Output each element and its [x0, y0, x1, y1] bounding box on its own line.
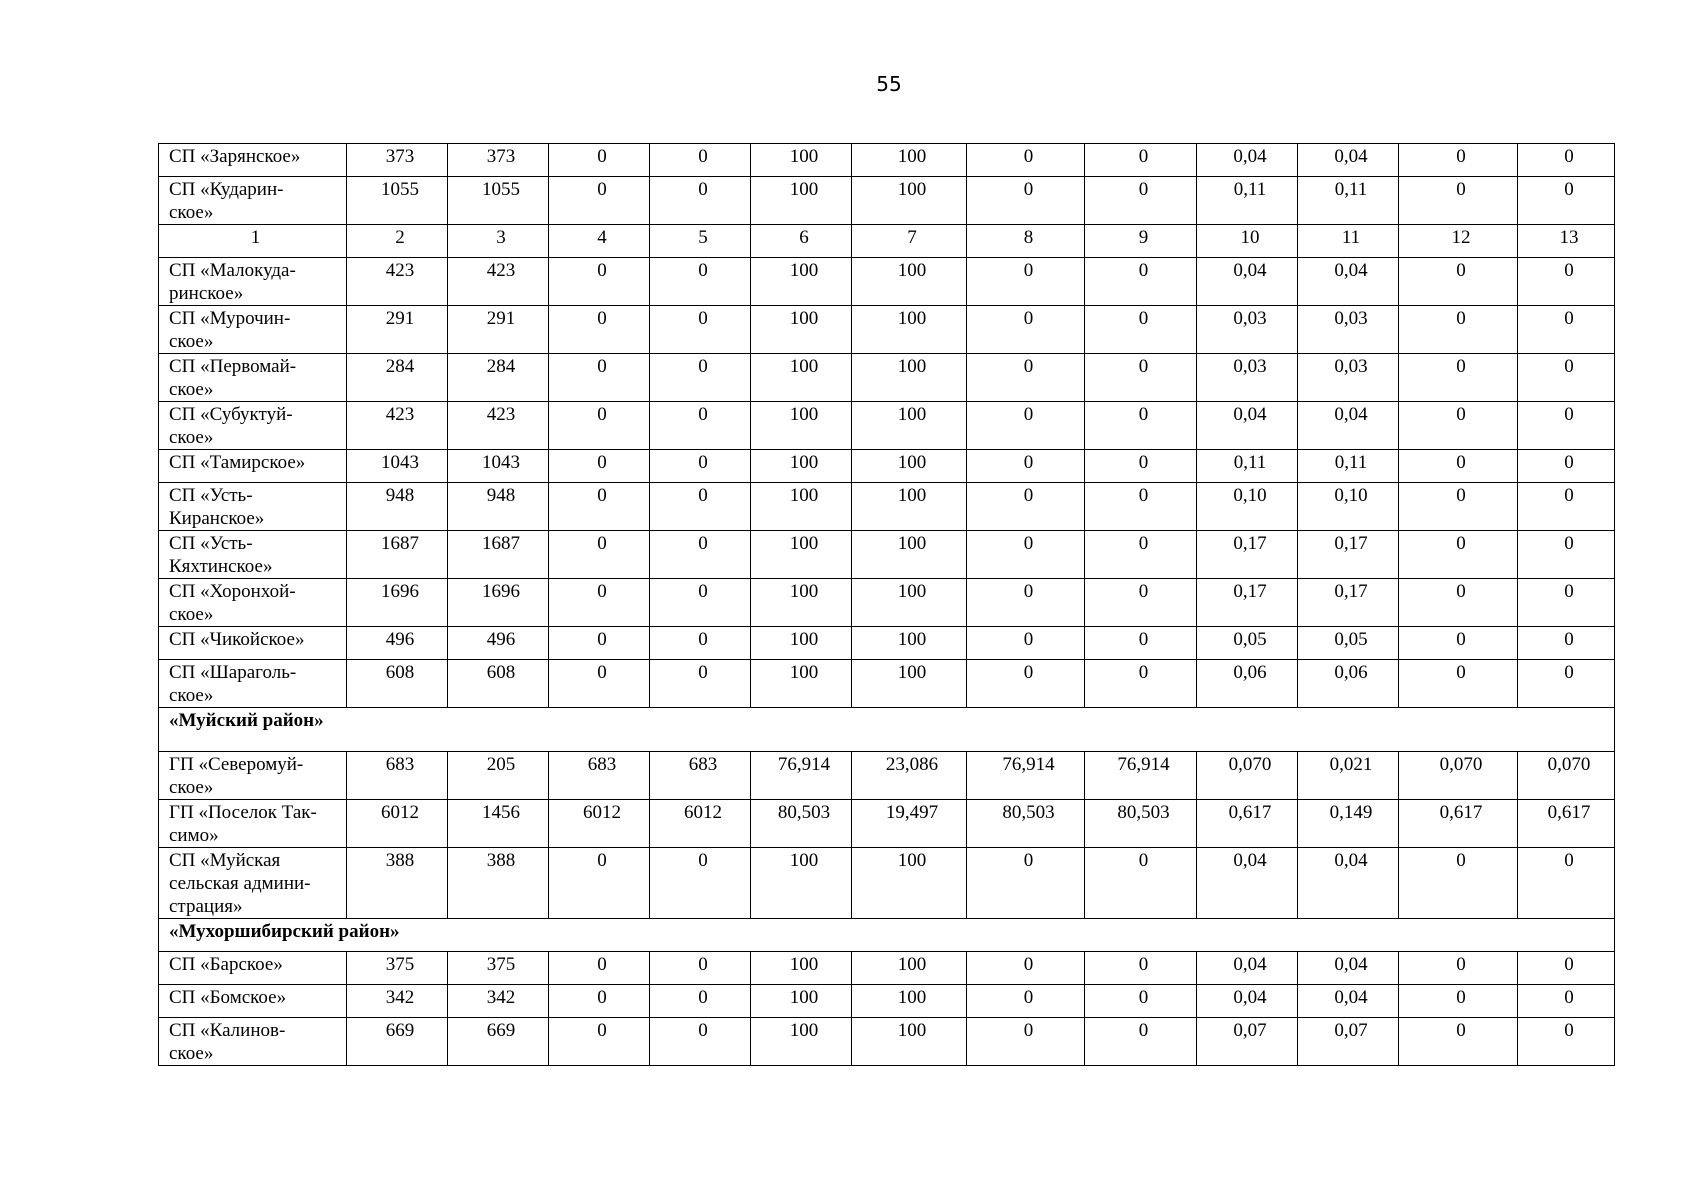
- value-cell: 0,03: [1197, 306, 1298, 354]
- value-cell: 423: [347, 402, 448, 450]
- value-cell: 80,503: [1085, 800, 1197, 848]
- value-cell: 100: [751, 306, 852, 354]
- value-cell: 100: [852, 579, 967, 627]
- value-cell: 0,070: [1518, 752, 1615, 800]
- value-cell: 0,07: [1197, 1018, 1298, 1066]
- section-title: «Муйский район»: [159, 708, 1615, 752]
- value-cell: 0,17: [1197, 579, 1298, 627]
- table-row: [159, 1018, 1615, 1066]
- table-row: [159, 952, 1615, 985]
- value-cell: 0: [549, 402, 650, 450]
- value-cell: 0,17: [1197, 531, 1298, 579]
- value-cell: 0: [549, 144, 650, 177]
- value-cell: 284: [448, 354, 549, 402]
- value-cell: 0,17: [1298, 579, 1399, 627]
- value-cell: 0: [1518, 483, 1615, 531]
- settlement-name-cell: СП «Барское»: [159, 952, 347, 985]
- value-cell: 11: [1298, 225, 1399, 258]
- value-cell: 0: [650, 144, 751, 177]
- value-cell: 0: [967, 354, 1085, 402]
- settlement-name-cell: СП «Тамирское»: [159, 450, 347, 483]
- value-cell: 342: [347, 985, 448, 1018]
- value-cell: 100: [852, 177, 967, 225]
- value-cell: 0: [650, 848, 751, 919]
- value-cell: 0: [1518, 144, 1615, 177]
- value-cell: 100: [852, 627, 967, 660]
- value-cell: 0: [967, 985, 1085, 1018]
- value-cell: 0: [1399, 660, 1518, 708]
- value-cell: 284: [347, 354, 448, 402]
- value-cell: 100: [852, 258, 967, 306]
- value-cell: 100: [751, 1018, 852, 1066]
- value-cell: 0: [1085, 306, 1197, 354]
- value-cell: 0,11: [1298, 177, 1399, 225]
- value-cell: 0,11: [1197, 177, 1298, 225]
- value-cell: 0: [1085, 144, 1197, 177]
- value-cell: 0: [967, 952, 1085, 985]
- value-cell: 0: [1518, 952, 1615, 985]
- value-cell: 0: [549, 531, 650, 579]
- value-cell: 6012: [650, 800, 751, 848]
- value-cell: 100: [751, 985, 852, 1018]
- value-cell: 0: [1085, 985, 1197, 1018]
- settlement-name-cell: СП «Усть- Кяхтинское»: [159, 531, 347, 579]
- value-cell: 100: [751, 627, 852, 660]
- value-cell: 0,17: [1298, 531, 1399, 579]
- value-cell: 669: [347, 1018, 448, 1066]
- value-cell: 0,04: [1298, 144, 1399, 177]
- value-cell: 1055: [347, 177, 448, 225]
- value-cell: 0: [967, 627, 1085, 660]
- value-cell: 0: [1518, 402, 1615, 450]
- table-row: [159, 402, 1615, 450]
- value-cell: 4: [549, 225, 650, 258]
- value-cell: 0: [1085, 848, 1197, 919]
- value-cell: 948: [347, 483, 448, 531]
- value-cell: 1043: [448, 450, 549, 483]
- settlement-name-cell: СП «Малокуда- ринское»: [159, 258, 347, 306]
- value-cell: 0: [650, 258, 751, 306]
- value-cell: 0: [549, 627, 650, 660]
- value-cell: 0: [967, 660, 1085, 708]
- value-cell: 100: [852, 144, 967, 177]
- value-cell: 0,149: [1298, 800, 1399, 848]
- value-cell: 0: [549, 985, 650, 1018]
- value-cell: 3: [448, 225, 549, 258]
- value-cell: 608: [347, 660, 448, 708]
- settlement-name-cell: СП «Чикойское»: [159, 627, 347, 660]
- value-cell: 0: [1399, 985, 1518, 1018]
- value-cell: 100: [852, 985, 967, 1018]
- value-cell: 100: [751, 354, 852, 402]
- value-cell: 100: [852, 531, 967, 579]
- value-cell: 423: [448, 402, 549, 450]
- value-cell: 80,503: [751, 800, 852, 848]
- value-cell: 0: [650, 531, 751, 579]
- value-cell: 0: [650, 177, 751, 225]
- value-cell: 423: [347, 258, 448, 306]
- value-cell: 373: [347, 144, 448, 177]
- value-cell: 0: [1399, 579, 1518, 627]
- settlement-name-cell: СП «Первомай- ское»: [159, 354, 347, 402]
- section-header-row: [159, 708, 1615, 752]
- settlement-name-cell: СП «Шараголь- ское»: [159, 660, 347, 708]
- value-cell: 1687: [448, 531, 549, 579]
- value-cell: 0,05: [1298, 627, 1399, 660]
- value-cell: 100: [852, 402, 967, 450]
- value-cell: 2: [347, 225, 448, 258]
- value-cell: 388: [448, 848, 549, 919]
- value-cell: 0,021: [1298, 752, 1399, 800]
- settlement-name-cell: СП «Мурочин- ское»: [159, 306, 347, 354]
- value-cell: 100: [751, 531, 852, 579]
- value-cell: 0,04: [1197, 848, 1298, 919]
- value-cell: 0: [967, 144, 1085, 177]
- value-cell: 683: [650, 752, 751, 800]
- table-row: [159, 800, 1615, 848]
- data-table: [158, 143, 1615, 1066]
- value-cell: 10: [1197, 225, 1298, 258]
- value-cell: 0: [1399, 483, 1518, 531]
- value-cell: 0,04: [1197, 258, 1298, 306]
- value-cell: 0: [967, 483, 1085, 531]
- value-cell: 0,04: [1197, 402, 1298, 450]
- value-cell: 100: [751, 450, 852, 483]
- settlement-name-cell: ГП «Северомуй- ское»: [159, 752, 347, 800]
- value-cell: 0: [549, 483, 650, 531]
- value-cell: 1687: [347, 531, 448, 579]
- value-cell: 0: [1085, 579, 1197, 627]
- value-cell: 0: [549, 177, 650, 225]
- value-cell: 0: [650, 483, 751, 531]
- table-row: [159, 660, 1615, 708]
- value-cell: 0: [1085, 483, 1197, 531]
- value-cell: 0: [650, 952, 751, 985]
- value-cell: 19,497: [852, 800, 967, 848]
- value-cell: 100: [751, 258, 852, 306]
- settlement-name-cell: СП «Хоронхой- ское»: [159, 579, 347, 627]
- table-row: [159, 354, 1615, 402]
- value-cell: 0,10: [1298, 483, 1399, 531]
- value-cell: 423: [448, 258, 549, 306]
- value-cell: 0: [1399, 848, 1518, 919]
- section-header-row: [159, 919, 1615, 952]
- value-cell: 1696: [448, 579, 549, 627]
- value-cell: 0: [650, 579, 751, 627]
- value-cell: 0,03: [1197, 354, 1298, 402]
- value-cell: 0: [1085, 952, 1197, 985]
- value-cell: 100: [852, 306, 967, 354]
- value-cell: 0: [549, 660, 650, 708]
- value-cell: 0: [1518, 450, 1615, 483]
- value-cell: 0: [1085, 402, 1197, 450]
- value-cell: 0: [1518, 627, 1615, 660]
- value-cell: 0: [650, 660, 751, 708]
- value-cell: 0: [1518, 579, 1615, 627]
- value-cell: 0: [967, 258, 1085, 306]
- value-cell: 0: [1518, 848, 1615, 919]
- value-cell: 0: [650, 354, 751, 402]
- value-cell: 0: [967, 306, 1085, 354]
- value-cell: 0,617: [1518, 800, 1615, 848]
- value-cell: 7: [852, 225, 967, 258]
- value-cell: 375: [347, 952, 448, 985]
- value-cell: 8: [967, 225, 1085, 258]
- table-row: [159, 985, 1615, 1018]
- value-cell: 291: [347, 306, 448, 354]
- value-cell: 0,06: [1197, 660, 1298, 708]
- settlement-name-cell: СП «Зарянское»: [159, 144, 347, 177]
- value-cell: 0: [1399, 402, 1518, 450]
- value-cell: 0,11: [1298, 450, 1399, 483]
- value-cell: 80,503: [967, 800, 1085, 848]
- value-cell: 0: [1518, 354, 1615, 402]
- value-cell: 0,04: [1197, 952, 1298, 985]
- value-cell: 100: [751, 402, 852, 450]
- value-cell: 0: [1399, 258, 1518, 306]
- value-cell: 0: [967, 531, 1085, 579]
- value-cell: 0: [1399, 952, 1518, 985]
- page-number: 55: [876, 72, 902, 96]
- value-cell: 0: [549, 258, 650, 306]
- settlement-name-cell: ГП «Поселок Так- симо»: [159, 800, 347, 848]
- value-cell: 0: [549, 579, 650, 627]
- settlement-name-cell: СП «Калинов- ское»: [159, 1018, 347, 1066]
- value-cell: 1456: [448, 800, 549, 848]
- table-row: [159, 144, 1615, 177]
- value-cell: 0,04: [1298, 952, 1399, 985]
- value-cell: 0: [549, 1018, 650, 1066]
- value-cell: 0: [549, 450, 650, 483]
- value-cell: 0: [1518, 306, 1615, 354]
- value-cell: 0: [549, 848, 650, 919]
- value-cell: 100: [852, 848, 967, 919]
- value-cell: 0: [1085, 450, 1197, 483]
- value-cell: 0: [1518, 660, 1615, 708]
- value-cell: 0,04: [1298, 985, 1399, 1018]
- value-cell: 0: [549, 952, 650, 985]
- value-cell: 5: [650, 225, 751, 258]
- value-cell: 100: [852, 660, 967, 708]
- value-cell: 0: [967, 579, 1085, 627]
- table-row: [159, 450, 1615, 483]
- table-row: [159, 579, 1615, 627]
- value-cell: 0,10: [1197, 483, 1298, 531]
- value-cell: 0,070: [1399, 752, 1518, 800]
- value-cell: 205: [448, 752, 549, 800]
- table-row: [159, 177, 1615, 225]
- settlement-name-cell: СП «Муйская сельская админи- страция»: [159, 848, 347, 919]
- value-cell: 76,914: [751, 752, 852, 800]
- value-cell: 0: [650, 985, 751, 1018]
- value-cell: 0: [967, 177, 1085, 225]
- value-cell: 0,06: [1298, 660, 1399, 708]
- value-cell: 0: [1085, 354, 1197, 402]
- value-cell: 0: [1085, 531, 1197, 579]
- value-cell: 948: [448, 483, 549, 531]
- value-cell: 683: [347, 752, 448, 800]
- value-cell: 0: [1085, 660, 1197, 708]
- value-cell: 0: [650, 306, 751, 354]
- settlement-name-cell: СП «Субуктуй- ское»: [159, 402, 347, 450]
- table-row: [159, 483, 1615, 531]
- value-cell: 342: [448, 985, 549, 1018]
- value-cell: 0,04: [1197, 985, 1298, 1018]
- value-cell: 0,04: [1197, 144, 1298, 177]
- value-cell: 0: [1399, 531, 1518, 579]
- value-cell: 0: [1399, 306, 1518, 354]
- value-cell: 1055: [448, 177, 549, 225]
- value-cell: 0: [1399, 450, 1518, 483]
- value-cell: 6012: [347, 800, 448, 848]
- value-cell: 100: [751, 177, 852, 225]
- value-cell: 0: [1085, 1018, 1197, 1066]
- value-cell: 9: [1085, 225, 1197, 258]
- value-cell: 373: [448, 144, 549, 177]
- value-cell: 0: [1518, 258, 1615, 306]
- value-cell: 100: [852, 483, 967, 531]
- settlement-name-cell: СП «Бомское»: [159, 985, 347, 1018]
- value-cell: 0,070: [1197, 752, 1298, 800]
- value-cell: 100: [751, 144, 852, 177]
- value-cell: 0: [1518, 177, 1615, 225]
- value-cell: 6012: [549, 800, 650, 848]
- value-cell: 0: [1085, 177, 1197, 225]
- value-cell: 100: [852, 354, 967, 402]
- value-cell: 100: [852, 450, 967, 483]
- table-row: [159, 848, 1615, 919]
- value-cell: 0: [967, 450, 1085, 483]
- value-cell: 0,04: [1298, 402, 1399, 450]
- value-cell: 13: [1518, 225, 1615, 258]
- value-cell: 496: [448, 627, 549, 660]
- value-cell: 683: [549, 752, 650, 800]
- value-cell: 0: [1518, 1018, 1615, 1066]
- value-cell: 100: [852, 1018, 967, 1066]
- table-row: [159, 531, 1615, 579]
- value-cell: 6: [751, 225, 852, 258]
- value-cell: 1696: [347, 579, 448, 627]
- value-cell: 0,04: [1298, 258, 1399, 306]
- value-cell: 0: [1518, 985, 1615, 1018]
- table-row: [159, 752, 1615, 800]
- value-cell: 375: [448, 952, 549, 985]
- value-cell: 76,914: [967, 752, 1085, 800]
- value-cell: 0,03: [1298, 354, 1399, 402]
- value-cell: 1043: [347, 450, 448, 483]
- value-cell: 0,617: [1197, 800, 1298, 848]
- settlement-name-cell: 1: [159, 225, 347, 258]
- value-cell: 0,617: [1399, 800, 1518, 848]
- value-cell: 0: [967, 402, 1085, 450]
- table-row: [159, 258, 1615, 306]
- value-cell: 0: [650, 627, 751, 660]
- value-cell: 0: [967, 1018, 1085, 1066]
- value-cell: 100: [751, 848, 852, 919]
- value-cell: 496: [347, 627, 448, 660]
- table-body: [159, 144, 1615, 1066]
- value-cell: 100: [751, 952, 852, 985]
- value-cell: 291: [448, 306, 549, 354]
- value-cell: 76,914: [1085, 752, 1197, 800]
- settlement-name-cell: СП «Кударин- ское»: [159, 177, 347, 225]
- table-row: [159, 306, 1615, 354]
- section-title: «Мухоршибирский район»: [159, 919, 1615, 952]
- value-cell: 0: [1085, 627, 1197, 660]
- value-cell: 0,11: [1197, 450, 1298, 483]
- value-cell: 0: [1399, 627, 1518, 660]
- value-cell: 23,086: [852, 752, 967, 800]
- settlement-name-cell: СП «Усть- Киранское»: [159, 483, 347, 531]
- value-cell: 0: [650, 402, 751, 450]
- value-cell: 12: [1399, 225, 1518, 258]
- value-cell: 669: [448, 1018, 549, 1066]
- value-cell: 0: [1399, 144, 1518, 177]
- value-cell: 0: [1399, 354, 1518, 402]
- value-cell: 100: [751, 579, 852, 627]
- table-row: [159, 627, 1615, 660]
- value-cell: 608: [448, 660, 549, 708]
- value-cell: 0: [1518, 531, 1615, 579]
- value-cell: 0,05: [1197, 627, 1298, 660]
- value-cell: 0: [549, 354, 650, 402]
- value-cell: 0: [650, 1018, 751, 1066]
- column-number-row: [159, 225, 1615, 258]
- value-cell: 0: [549, 306, 650, 354]
- value-cell: 0,07: [1298, 1018, 1399, 1066]
- value-cell: 0: [1085, 258, 1197, 306]
- value-cell: 100: [751, 483, 852, 531]
- value-cell: 0: [1399, 1018, 1518, 1066]
- value-cell: 0: [650, 450, 751, 483]
- value-cell: 0: [1399, 177, 1518, 225]
- value-cell: 388: [347, 848, 448, 919]
- value-cell: 0,04: [1298, 848, 1399, 919]
- value-cell: 0,03: [1298, 306, 1399, 354]
- value-cell: 0: [967, 848, 1085, 919]
- value-cell: 100: [751, 660, 852, 708]
- value-cell: 100: [852, 952, 967, 985]
